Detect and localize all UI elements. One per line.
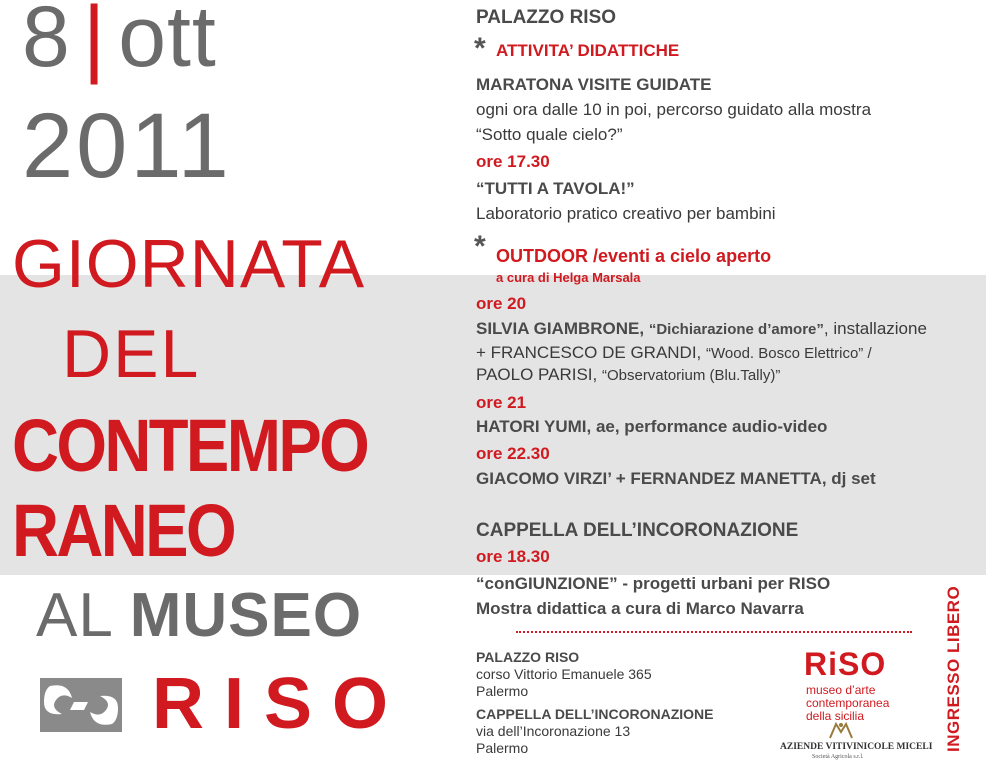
artist3-line	[476, 366, 780, 383]
palazzo-title: PALAZZO RISO	[476, 7, 617, 28]
outdoor-title-bold: OUTDOOR	[496, 246, 588, 266]
event-hatori: HATORI YUMI, ae, performance audio-video	[476, 417, 828, 436]
artist1-name: SILVIA GIAMBRONE,	[476, 319, 649, 338]
star-didattiche: *	[474, 32, 486, 65]
event-virzi: GIACOMO VIRZI’ + FERNANDEZ MANETTA, dj set	[476, 469, 876, 488]
maratona-line1: ogni ora dalle 10 in poi, percorso guidato alla mostra	[476, 100, 872, 119]
conGIUNZIONE-line: “conGIUNZIONE” - progetti urbani per RISO	[476, 574, 831, 593]
artist3-work: “Observatorium (Blu.Tally)”	[601, 367, 781, 384]
artist3-name: PAOLO PARISI,	[476, 365, 602, 384]
artist1-work: “Dichiarazione d’amore”	[648, 321, 824, 338]
artist1-type: , installazione	[823, 319, 927, 338]
addr-cappella-city: Palermo	[476, 740, 529, 756]
addr-palazzo-city: Palermo	[476, 683, 529, 699]
date-year: 2011	[22, 95, 232, 197]
mostra-didattica-line: Mostra didattica a cura di Marco Navarra	[476, 599, 804, 618]
title-contempo: CONTEMPO	[12, 404, 368, 487]
title-giornata: GIORNATA	[12, 226, 366, 302]
time-2230: ore 22.30	[476, 444, 550, 463]
addr-palazzo-name: PALAZZO RISO	[476, 649, 580, 665]
title-al-museo	[36, 581, 363, 650]
time-21: ore 21	[476, 393, 527, 412]
outdoor-curator: a cura di Helga Marsala	[496, 270, 641, 285]
time-20: ore 20	[476, 294, 527, 313]
sponsor-sub: Società Agricola s.r.l.	[812, 754, 864, 760]
title-al: AL	[36, 581, 130, 650]
riso-logo-line3: della sicilia	[806, 709, 865, 723]
date-separator: |	[82, 0, 107, 85]
time-1830: ore 18.30	[476, 547, 550, 566]
cappella-title: CAPPELLA DELL’INCORONAZIONE	[476, 520, 799, 541]
artist2-name: + FRANCESCO DE GRANDI,	[476, 343, 707, 362]
sponsor-crest-icon	[828, 720, 854, 740]
addr-cappella-street: via dell’Incoronazione 13	[476, 723, 631, 739]
title-raneo: RANEO	[12, 489, 234, 572]
outdoor-title-rest: /eventi a cielo aperto	[588, 246, 772, 266]
riso-logo: RiSO	[804, 646, 887, 682]
dotted-divider	[516, 631, 912, 633]
date-day-month	[22, 0, 217, 85]
addr-palazzo-street: corso Vittorio Emanuele 365	[476, 666, 652, 682]
date-month: ott	[118, 0, 217, 85]
laboratorio-desc: Laboratorio pratico creativo per bambini	[476, 204, 776, 223]
maratona-line2: “Sotto quale cielo?”	[476, 125, 623, 144]
museum-name: RISO	[152, 664, 409, 744]
artist2-line	[476, 344, 872, 361]
maratona-title: MARATONA VISITE GUIDATE	[476, 75, 712, 94]
star-outdoor: *	[474, 230, 486, 263]
artist1-line	[476, 320, 927, 337]
outdoor-title	[496, 247, 771, 265]
title-museo: MUSEO	[129, 581, 363, 650]
addr-cappella-name: CAPPELLA DELL’INCORONAZIONE	[476, 706, 714, 722]
ingresso-libero: INGRESSO LIBERO	[944, 585, 963, 752]
title-del: DEL	[62, 316, 201, 392]
artist2-work: “Wood. Bosco Elettrico” /	[706, 345, 872, 362]
didattiche-title: ATTIVITA’ DIDATTICHE	[496, 41, 680, 60]
riso-logo-line2: contemporanea	[806, 696, 890, 710]
riso-swirl-logo-icon	[36, 672, 126, 738]
sponsor-name: AZIENDE VITIVINICOLE MICELI	[780, 742, 933, 752]
date-day: 8	[22, 0, 71, 85]
time-1730: ore 17.30	[476, 152, 550, 171]
riso-logo-line1: museo d’arte	[806, 683, 876, 697]
tutti-a-tavola: “TUTTI A TAVOLA!”	[476, 179, 635, 198]
